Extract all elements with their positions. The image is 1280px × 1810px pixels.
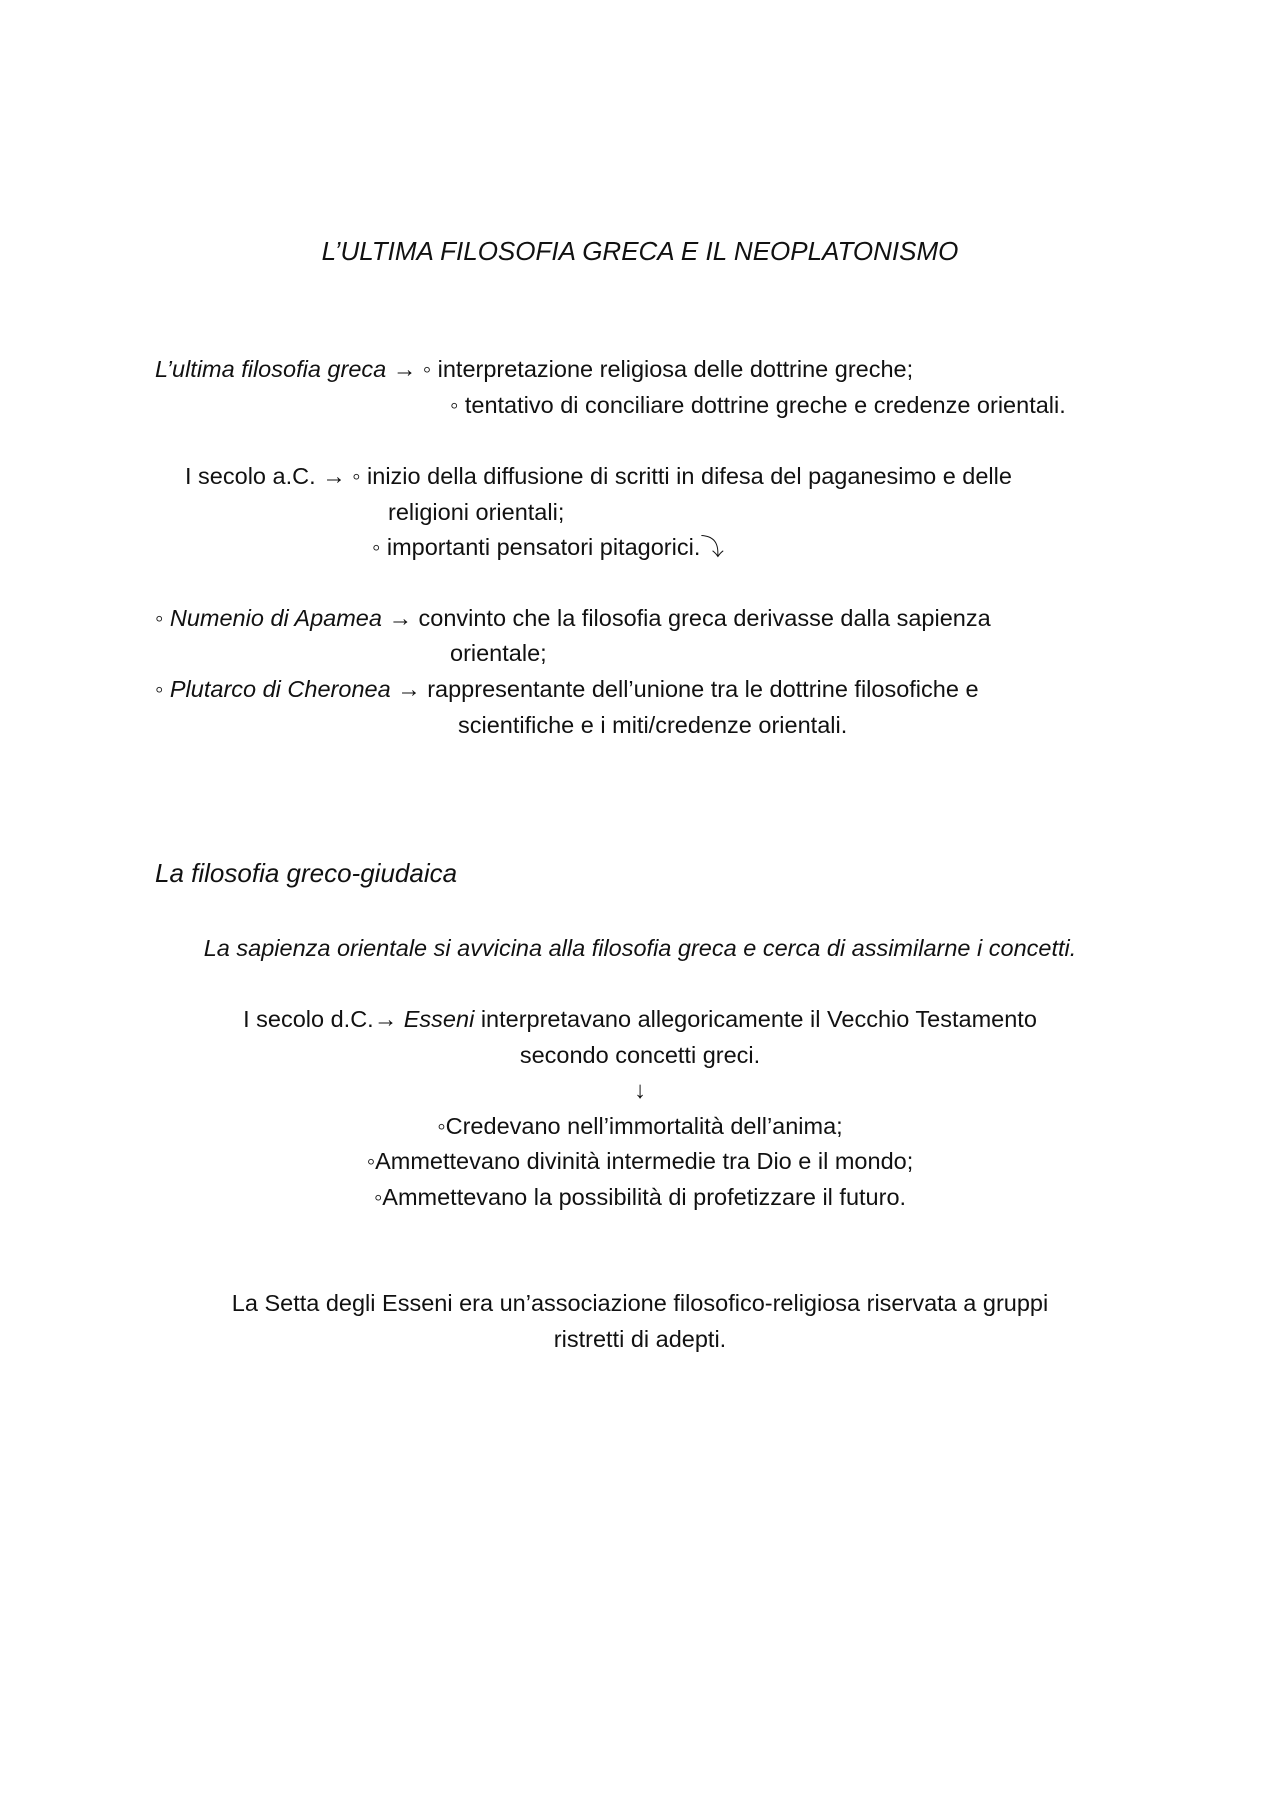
term-ultima-filosofia: L’ultima filosofia greca (155, 356, 387, 382)
esseni-text: interpretavano allegoricamente il Vecchio Testamento (474, 1006, 1037, 1032)
intro-definition-line (155, 358, 913, 382)
esseni-bullet-2: ◦Ammettevano divinità intermedie tra Dio e il mondo; (366, 1148, 914, 1174)
first-century-bc-bullet-2: ◦ importanti pensatori pitagorici.⤵ (372, 534, 724, 560)
numenio-line (155, 607, 991, 631)
down-arrow: ↓ (634, 1077, 646, 1103)
numenio-cont: orientale; (450, 640, 547, 666)
page-title: L’ULTIMA FILOSOFIA GRECA E IL NEOPLATONISMO (321, 236, 959, 266)
plutarco-line (155, 678, 979, 702)
first-century-ad-line (0, 1008, 1280, 1032)
esseni-bullet-3: ◦Ammettevano la possibilità di profetizzare il futuro. (373, 1184, 907, 1210)
bullet: ◦ (155, 605, 170, 631)
plutarco-name: Plutarco di Cheronea (169, 676, 391, 702)
first-century-bc-cont: religioni orientali; (388, 499, 565, 525)
section-intro: La sapienza orientale si avvicina alla filosofia greca e cerca di assimilarne i concetti. (203, 935, 1077, 961)
plutarco-cont: scientifiche e i miti/credenze orientali. (458, 712, 848, 738)
century-label: I secolo a.C. → ◦ (185, 463, 368, 489)
esseni-name: Esseni (403, 1006, 475, 1032)
bullet: ◦ (155, 676, 170, 702)
numenio-name: Numenio di Apamea (169, 605, 382, 631)
section-heading-greco-giudaica: La filosofia greco-giudaica (155, 858, 458, 888)
setta-line-2: ristretti di adepti. (553, 1326, 727, 1352)
arrow-bullet: → ◦ (386, 356, 438, 382)
bullet-text: interpretazione religiosa delle dottrine greche; (437, 356, 914, 382)
intro-bullet-2: ◦ tentativo di conciliare dottrine greche e credenze orientali. (450, 392, 1066, 418)
first-century-ad-cont: secondo concetti greci. (519, 1042, 761, 1068)
century-label: I secolo d.C.→ (243, 1006, 404, 1032)
first-century-bc-line (185, 465, 1012, 489)
setta-line-1: La Setta degli Esseni era un’associazione filosofico-religiosa riservata a gruppi (231, 1290, 1049, 1316)
plutarco-text: → rappresentante dell’unione tra le dottrine filosofiche e (390, 676, 979, 702)
bullet-text: inizio della diffusione di scritti in difesa del paganesimo e delle (367, 463, 1012, 489)
numenio-text: → convinto che la filosofia greca derivasse dalla sapienza (381, 605, 991, 631)
esseni-bullet-1: ◦Credevano nell’immortalità dell’anima; (437, 1113, 843, 1139)
